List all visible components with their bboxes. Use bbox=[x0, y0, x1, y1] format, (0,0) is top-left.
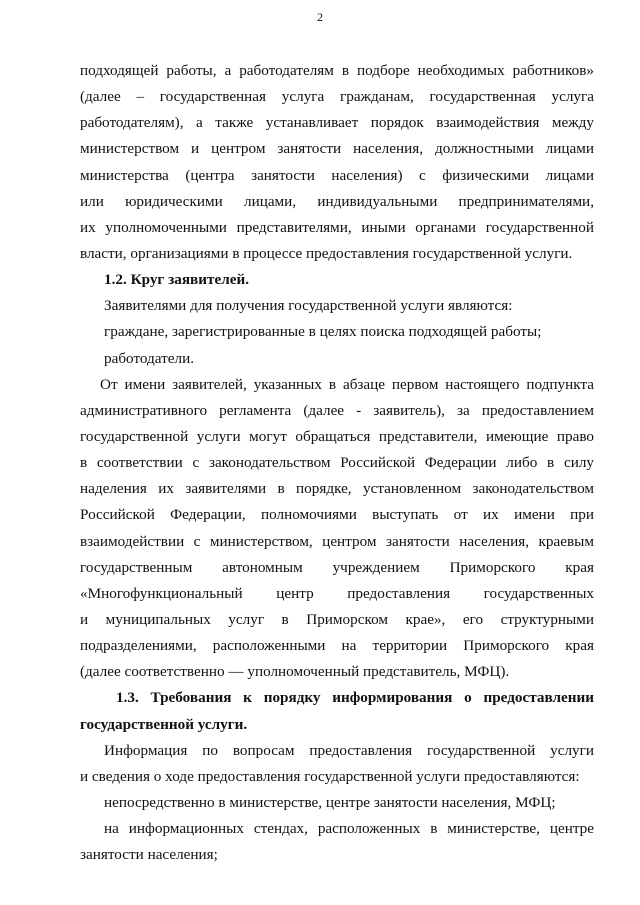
text-line: и муниципальных услуг в Приморском крае», его структурными bbox=[80, 610, 594, 628]
page-number: 2 bbox=[317, 10, 323, 24]
text-line: занятости населения; bbox=[80, 846, 218, 864]
text-line: государственным автономным учреждением Приморского края bbox=[80, 558, 594, 576]
section-heading-1-3: 1.3. Требования к порядку информирования о предоставлении bbox=[116, 689, 594, 707]
text-line: (далее соответственно — уполномоченный представитель, МФЦ). bbox=[80, 663, 510, 681]
text-line: министерством и центром занятости населения, должностными лицами bbox=[80, 140, 594, 158]
text-line: (далее – государственная услуга гражданам, государственная услуга bbox=[80, 88, 594, 106]
text-line: на информационных стендах, расположенных в министерстве, центре bbox=[104, 820, 594, 838]
text-line: граждане, зарегистрированные в целях поиска подходящей работы; bbox=[104, 323, 542, 341]
text-line: власти, организациями в процессе предоставления государственной услуги. bbox=[80, 244, 573, 262]
text-line: взаимодействии с министерством, центром занятости населения, краевым bbox=[80, 532, 594, 550]
text-line: работодателям), а также устанавливает порядок взаимодействия между bbox=[80, 114, 594, 132]
text-line: «Многофункциональный центр предоставления государственных bbox=[80, 584, 594, 602]
text-line: наделения их заявителями в порядке, установленном законодательством bbox=[80, 480, 594, 498]
text-line: административного регламента (далее - заявитель), за предоставлением bbox=[80, 401, 594, 419]
text-line: Заявителями для получения государственной услуги являются: bbox=[104, 297, 513, 315]
text-line: их уполномоченными представителями, иными органами государственной bbox=[80, 218, 594, 236]
text-line: и сведения о ходе предоставления государственной услуги предоставляются: bbox=[80, 767, 580, 785]
text-line: министерства (центра занятости населения) с физическими лицами bbox=[80, 166, 594, 184]
text-line: государственной услуги могут обращаться представители, имеющие право bbox=[80, 427, 594, 445]
text-line: работодатели. bbox=[104, 349, 195, 367]
text-line: или юридическими лицами, индивидуальными предпринимателями, bbox=[80, 192, 594, 210]
text-line: Российской Федерации, полномочиями выступать от их имени при bbox=[80, 506, 594, 524]
section-heading-1-2: 1.2. Круг заявителей. bbox=[104, 271, 250, 289]
section-heading-1-3-cont: государственной услуги. bbox=[80, 715, 248, 733]
text-line: подразделениями, расположенными на территории Приморского края bbox=[80, 637, 594, 655]
document-body bbox=[80, 58, 594, 868]
text-line: Информация по вопросам предоставления государственной услуги bbox=[104, 741, 594, 759]
text-line: в соответствии с законодательством Российской Федерации либо в силу bbox=[80, 454, 594, 472]
text-line: От имени заявителей, указанных в абзаце первом настоящего подпункта bbox=[100, 375, 594, 393]
text-line: подходящей работы, а работодателям в подборе необходимых работников» bbox=[80, 62, 594, 79]
text-line: непосредственно в министерстве, центре занятости населения, МФЦ; bbox=[104, 793, 556, 811]
